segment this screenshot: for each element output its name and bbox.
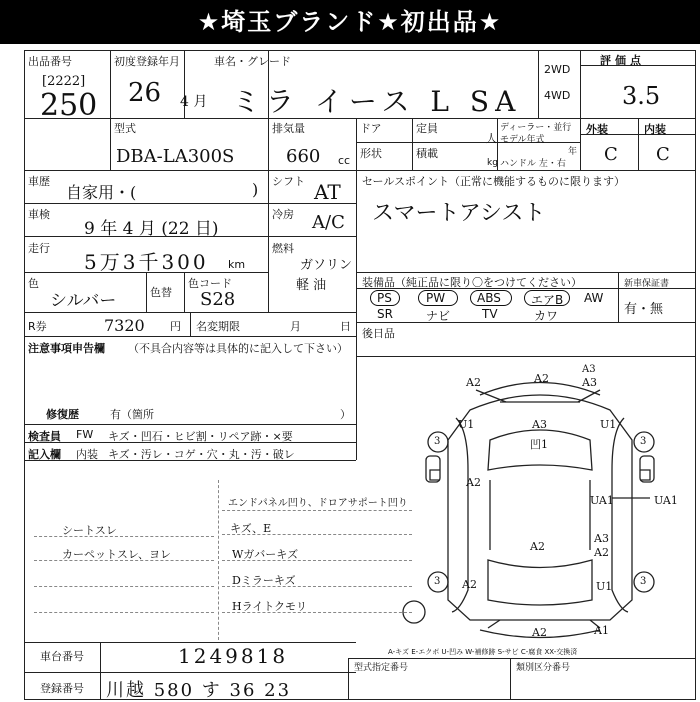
displacement-value: 660 — [286, 146, 321, 167]
score-value: 3.5 — [622, 82, 661, 110]
repair-label: 修復歴 — [46, 408, 79, 421]
rear-seat-label: 後日品 — [362, 327, 395, 340]
usage-value: 自家用・( — [66, 183, 137, 202]
equipment-leather: カワ — [534, 309, 559, 323]
warranty-value: 有・無 — [624, 302, 664, 317]
name-change-day: 日 — [340, 320, 351, 333]
category-label: 類別区分番号 — [516, 663, 571, 673]
name-change-month: 月 — [290, 320, 301, 333]
mileage-label: 走行 — [28, 242, 50, 255]
mark-ua1-far-right: UA1 — [654, 494, 678, 507]
mileage-unit: km — [228, 258, 246, 271]
door-label: ドア — [360, 122, 382, 135]
recorder-label: 記入欄 — [28, 448, 61, 461]
handle-label: ハンドル 左・右 — [500, 159, 566, 169]
model-label: 型式 — [114, 122, 136, 135]
color-change-label: 色替 — [150, 286, 172, 299]
notes-hint: （不具合内容等は具体的に記入して下さい） — [128, 342, 348, 355]
usage-close: ) — [252, 180, 259, 199]
recycle-label: R券 — [28, 320, 47, 333]
registration-label: 初度登録年月 — [114, 55, 180, 68]
recycle-unit: 円 — [170, 320, 181, 333]
mark-a3-center: A3 — [532, 418, 547, 431]
mark-wheel-3: 3 — [434, 576, 441, 587]
sales-point-value: スマートアシスト — [372, 201, 546, 226]
plate-label: 登録番号 — [40, 682, 84, 695]
repair-value: 有（箇所 — [110, 408, 154, 421]
mark-a2-right-lower: A2 — [594, 546, 609, 559]
lot-number: 250 — [40, 88, 98, 123]
color-value: シルバー — [50, 291, 117, 311]
drive-4wd: 4WD — [544, 89, 571, 102]
equipment-navi: ナビ — [426, 309, 451, 323]
drive-2wd: 2WD — [544, 63, 571, 76]
mark-a2-lower-center: A2 — [530, 540, 545, 553]
mark-u1-left: U1 — [458, 418, 475, 431]
score-label: 評価点 — [600, 54, 645, 67]
inspection-label: 車検 — [28, 208, 50, 221]
equipment-aw: AW — [584, 291, 604, 305]
recorder-text: キズ・汚レ・コゲ・穴・丸・汚・破レ — [108, 448, 295, 461]
aircon-label: 冷房 — [272, 208, 294, 221]
color-code-label: 色コード — [188, 277, 232, 290]
notes-label: 注意事項申告欄 — [28, 342, 105, 355]
color-label: 色 — [28, 277, 39, 290]
plate-value: 川越 580 す 36 23 — [106, 680, 292, 701]
registration-year: 26 — [128, 78, 162, 108]
model-year-label: モデル年式 — [500, 135, 545, 145]
sales-point-label: セールスポイント（正常に機能するものに限ります） — [362, 175, 626, 188]
load-label: 積載 — [416, 147, 438, 160]
fuel-value-diesel: 軽 油 — [296, 278, 327, 293]
inspector-fw: FW — [76, 428, 94, 441]
warranty-label: 新車保証書 — [624, 279, 670, 289]
mark-a1-bottom: A1 — [594, 624, 609, 637]
shift-value: AT — [314, 180, 341, 204]
banner-title: ★埼玉ブランド★初出品★ — [0, 0, 700, 44]
mark-a3-top-right-1: A3 — [582, 364, 596, 375]
type-designation-label: 型式指定番号 — [354, 663, 409, 673]
fuel-value-gasoline: ガソリン — [300, 258, 353, 273]
shift-label: シフト — [272, 175, 305, 188]
recorder-interior: 内装 — [76, 448, 98, 461]
inspector-label: 検査員 — [28, 430, 61, 443]
mark-wheel-2: 3 — [640, 436, 647, 447]
dealer-label: ディーラー・並行 — [500, 123, 572, 133]
equipment-label: 装備品（純正品に限り〇をつけてください） — [362, 276, 582, 289]
left-note-2: カーペットスレ、ヨレ — [62, 548, 172, 561]
mark-dent-center: 凹1 — [530, 438, 548, 451]
aircon-value: A/C — [312, 212, 345, 233]
inspector-note-2: キズ、E — [230, 522, 272, 535]
car-name-label: 車名・グレード — [214, 55, 291, 68]
left-note-1: シートスレ — [62, 524, 117, 537]
mark-a2-mid-left: A2 — [466, 476, 481, 489]
kg-unit: kg — [487, 158, 498, 168]
lot-label: 出品番号 — [28, 55, 72, 68]
equipment-sr: SR — [377, 307, 393, 321]
mark-wheel-4: 3 — [640, 576, 647, 587]
mark-a2-left-lower: A2 — [462, 578, 477, 591]
mileage-value: 5万3千300 — [84, 250, 209, 274]
usage-label: 車歴 — [28, 175, 50, 188]
lot-bracket: [2222] — [42, 74, 86, 89]
inspector-note-4: Dミラーキズ — [232, 574, 296, 587]
mark-ua1-right: UA1 — [590, 494, 614, 507]
inspector-note-5: Hライトクモリ — [232, 600, 308, 613]
chassis-value: 1249818 — [178, 644, 289, 668]
displacement-unit: cc — [338, 154, 351, 167]
equipment-ps: PS — [377, 291, 392, 305]
displacement-label: 排気量 — [272, 122, 305, 135]
registration-month: 4 月 — [180, 94, 208, 110]
mark-wheel-1: 3 — [434, 436, 441, 447]
equipment-pw: PW — [426, 291, 446, 305]
model-value: DBA-LA300S — [116, 146, 235, 167]
equipment-tv: TV — [482, 307, 498, 321]
damage-legend: A-キズ E-エクボ U-凹み W-補修跡 S-サビ C-腐食 XX-交換済 — [388, 648, 578, 656]
equipment-abs: ABS — [477, 291, 501, 305]
color-code-value: S28 — [200, 289, 236, 310]
inspector-text: キズ・凹石・ヒビ割・リペア跡・×要 — [108, 430, 293, 443]
inspection-value: 9 年 4 月 (22 日) — [84, 219, 219, 239]
repair-close: ） — [340, 408, 351, 421]
mark-a3-right: A3 — [594, 532, 609, 545]
exterior-grade: C — [604, 144, 618, 165]
chassis-label: 車台番号 — [40, 650, 84, 663]
inspector-note-3: Wガバーキズ — [232, 548, 299, 561]
year-unit: 年 — [568, 147, 578, 157]
equipment-airbag: エアB — [531, 293, 564, 307]
inspector-note-1: エンドパネル凹り、ドロアサポート凹り — [228, 498, 408, 509]
recycle-value: 7320 — [104, 316, 145, 335]
mark-a3-top-right-2: A3 — [582, 376, 597, 389]
car-name: ミラ イース L SA — [232, 85, 522, 118]
mark-u1-right: U1 — [600, 418, 617, 431]
interior-grade: C — [656, 144, 670, 165]
capacity-unit: 人 — [486, 132, 497, 145]
interior-label: 内装 — [644, 123, 666, 136]
mark-u1-bottom-right: U1 — [596, 580, 613, 593]
mark-a2-top-center: A2 — [534, 372, 549, 385]
exterior-label: 外装 — [586, 123, 608, 136]
name-change-label: 名変期限 — [196, 320, 240, 333]
fuel-label: 燃料 — [272, 242, 294, 255]
mark-a2-bottom: A2 — [532, 626, 547, 639]
mark-a2-top-left: A2 — [466, 376, 481, 389]
shape-label: 形状 — [360, 147, 382, 160]
capacity-label: 定員 — [416, 122, 438, 135]
